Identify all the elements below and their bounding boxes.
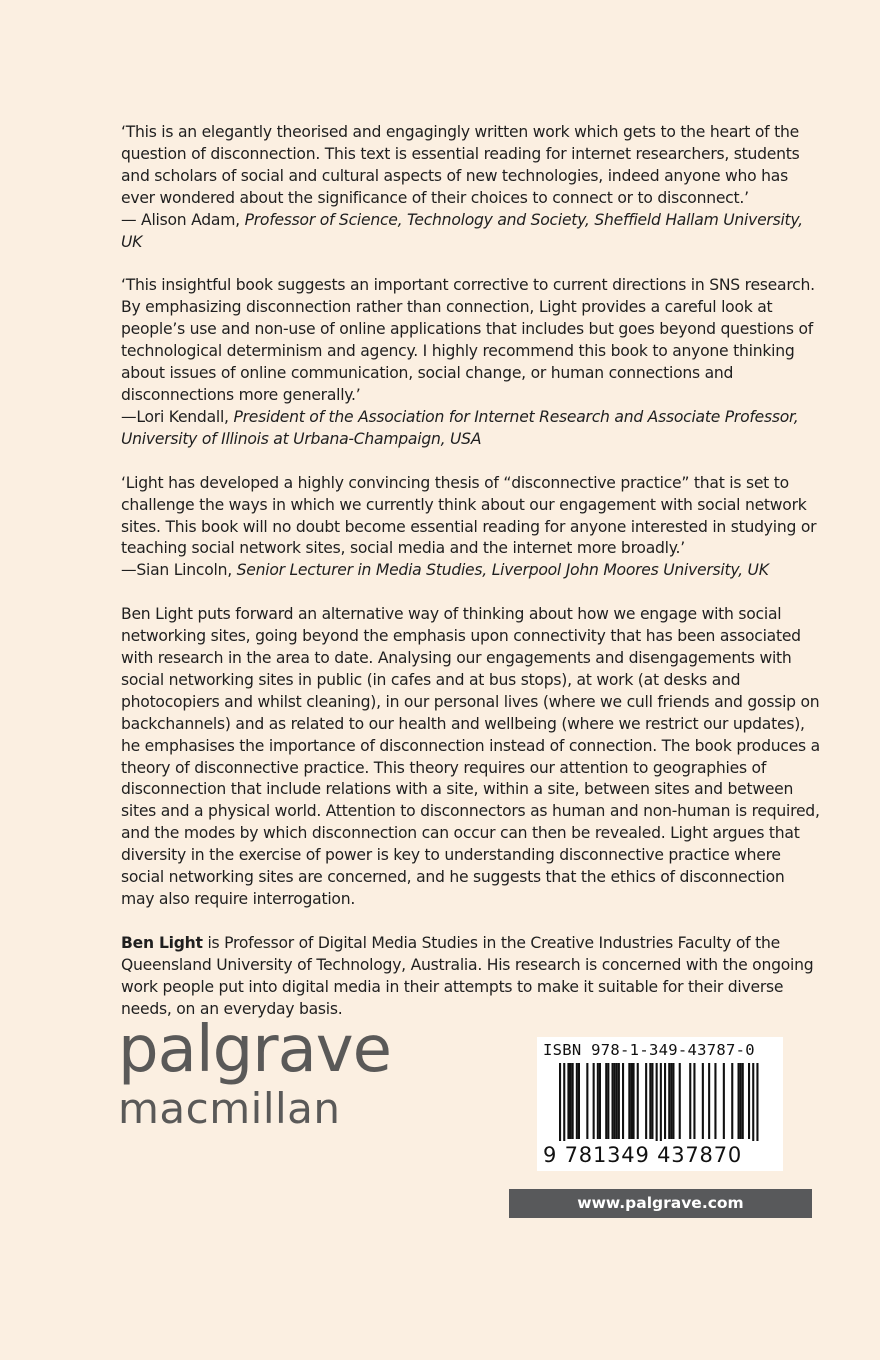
barcode-bar <box>637 1063 639 1139</box>
endorsement-2 <box>121 275 821 450</box>
endorsement-text: ‘This is an elegantly theorised and engagingly written work which gets to the heart of the question of disconnection. This text is essential reading for internet researchers, students and scholars of social and cultural aspects of new technologies, indeed anyone who has ever wondered about the significance of their choices to connect or to disconnect.’ <box>121 123 800 207</box>
barcode-bar <box>656 1063 658 1141</box>
endorsement-author: —Sian Lincoln, <box>121 561 237 580</box>
barcode-bar <box>731 1063 733 1139</box>
barcode-bar <box>664 1063 666 1139</box>
endorsement-1 <box>121 122 821 253</box>
barcode-bar <box>752 1063 754 1141</box>
barcode-bars <box>559 1063 771 1141</box>
publisher-url[interactable]: www.palgrave.com <box>509 1189 812 1218</box>
barcode-bar <box>742 1063 744 1139</box>
endorsement-3 <box>121 473 821 583</box>
endorsement-author: — Alison Adam, <box>121 210 245 229</box>
barcode-bar <box>614 1063 616 1139</box>
barcode-bar <box>651 1063 653 1139</box>
endorsement-text: ‘This insightful book suggests an important corrective to current directions in SNS research. By emphasizing disconnection rather than connection, Light provides a careful look at people’s use and non-use of online applications that includes but goes beyond questions of technological determinism and agency. I highly recommend this book to anyone thinking about issues of online communication, social change, or human connections and disconnections more generally.’ <box>121 276 815 404</box>
ean-number: 9 781349 437870 <box>543 1143 743 1167</box>
barcode-bar <box>578 1063 580 1139</box>
barcode-bar <box>605 1063 607 1139</box>
barcode-bar <box>622 1063 624 1139</box>
barcode-bar <box>607 1063 609 1139</box>
barcode-bar <box>738 1063 740 1139</box>
barcode-bar <box>597 1063 599 1139</box>
barcode-bar <box>740 1063 742 1139</box>
barcode-bar <box>693 1063 695 1139</box>
barcode-bar <box>628 1063 630 1139</box>
barcode-bar <box>633 1063 635 1139</box>
endorsement-role: Senior Lecturer in Media Studies, Liverpool John Moores University, UK <box>236 561 769 580</box>
author-bio <box>121 933 821 1021</box>
barcode-bar <box>714 1063 716 1139</box>
endorsement-attribution <box>121 407 821 451</box>
barcode-bar <box>559 1063 561 1141</box>
barcode-bar <box>668 1063 670 1139</box>
barcode-bar <box>572 1063 574 1139</box>
barcode-bar <box>756 1063 758 1141</box>
barcode-bar <box>708 1063 710 1139</box>
endorsement-author: —Lori Kendall, <box>121 407 234 426</box>
barcode-bar <box>630 1063 632 1139</box>
barcode-bar <box>616 1063 618 1139</box>
endorsement-role: President of the Association for Internet Research and Associate Professor, University of Illinois at Urbana-Champaign, USA <box>121 407 799 448</box>
barcode-bar <box>612 1063 614 1139</box>
barcode-bar <box>649 1063 651 1139</box>
barcode-bar <box>748 1063 750 1139</box>
publisher-logo-line1: palgrave <box>118 1013 392 1087</box>
book-description: Ben Light puts forward an alternative way of thinking about how we engage with social networking sites, going beyond the emphasis upon connectivity that has been associated with research in the area to date. Analysing our engagements and disengagements with social networking sites in public (in cafes and at bus stops), at work (at desks and photocopiers and whilst cleaning), in our personal lives (where we cull friends and gossip on backchannels) and as related to our health and wellbeing (where we restrict our updates), he emphasises the importance of disconnection instead of connection. The book produces a theory of disconnective practice. This theory requires our attention to geographies of disconnection that include relations with a site, within a site, between sites and between sites and a physical world. Attention to disconnectors as human and non-human is required, and the modes by which disconnection can occur can then be revealed. Light argues that diversity in the exercise of power is key to understanding disconnective practice where social networking sites are concerned, and he suggests that the ethics of disconnection may also require interrogation. <box>121 605 820 908</box>
barcode-bar <box>723 1063 725 1139</box>
barcode-bar <box>593 1063 595 1139</box>
endorsement-role: Professor of Science, Technology and Society, Sheffield Hallam University, UK <box>121 210 803 251</box>
barcode-bar <box>570 1063 572 1139</box>
barcode-bar <box>645 1063 647 1139</box>
barcode-bar <box>618 1063 620 1139</box>
author-bio-text: is Professor of Digital Media Studies in the Creative Industries Faculty of the Queensland University of Technology, Australia. His research is concerned with the ongoing work people put into digital media in their attempts to make it suitable for their diverse needs, on an everyday basis. <box>121 933 814 1018</box>
barcode-bar <box>660 1063 662 1141</box>
publisher-logo <box>118 1013 392 1133</box>
publisher-logo-line2: macmillan <box>118 1084 341 1133</box>
barcode-bar <box>702 1063 704 1139</box>
barcode-bar <box>567 1063 569 1139</box>
endorsement-attribution <box>121 560 821 582</box>
barcode-bar <box>679 1063 681 1139</box>
barcode-bar <box>563 1063 565 1141</box>
isbn-barcode <box>537 1037 783 1171</box>
barcode-bar <box>599 1063 601 1139</box>
barcode-bar <box>670 1063 672 1139</box>
endorsement-attribution <box>121 210 821 254</box>
isbn-number: ISBN 978-1-349-43787-0 <box>543 1041 755 1059</box>
barcode-bar <box>576 1063 578 1139</box>
barcode-bar <box>689 1063 691 1139</box>
author-name: Ben Light <box>121 933 203 952</box>
barcode-bar <box>672 1063 674 1139</box>
barcode-bar <box>586 1063 588 1139</box>
back-cover-text <box>121 122 821 1021</box>
endorsement-text: ‘Light has developed a highly convincing thesis of “disconnective practice” that is set to challenge the ways in which we currently think about our engagement with social network sites. This book will no doubt become essential reading for anyone interested in studying or teaching social network sites, social media and the internet more broadly.’ <box>121 473 817 558</box>
